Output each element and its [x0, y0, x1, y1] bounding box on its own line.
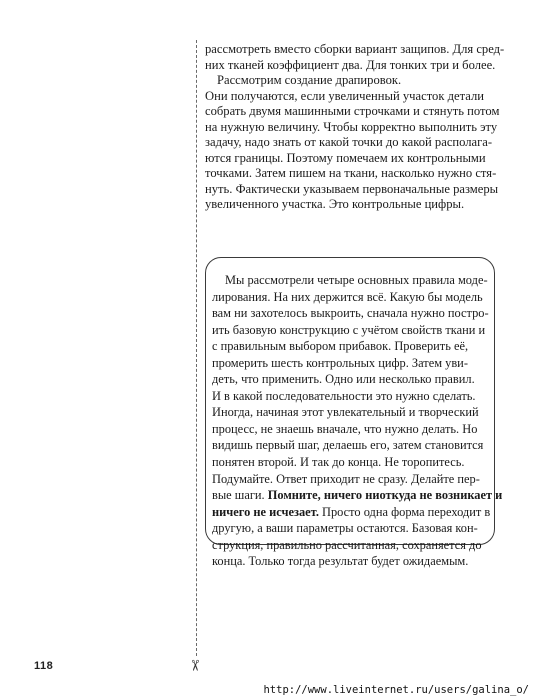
text-line: ить базовую конструкцию с учётом свойств ткани и: [212, 322, 486, 337]
text-line: конца. Только тогда результат будет ожидаемым.: [212, 554, 469, 569]
summary-text: [212, 272, 503, 570]
text-line: понятен второй. И так до конца. Не торопитесь.: [212, 455, 465, 470]
text-line: Иногда, начиная этот увлекательный и творческий: [212, 405, 479, 420]
text-line: Подумайте. Ответ приходит не сразу. Делайте пер-: [212, 471, 480, 486]
text-line: них тканей коэффициент два. Для тонких три и более.: [205, 57, 496, 72]
scissors-icon: ✂: [185, 659, 204, 672]
body-text: [205, 42, 505, 213]
text-line: [212, 504, 492, 521]
bold-emphasis: Помните, ничего ниоткуда не возникает и: [267, 488, 503, 503]
text-line: увеличенного участка. Это контрольные цифры.: [205, 197, 465, 211]
text-line: с правильным выбором прибавок. Проверить её,: [212, 339, 469, 354]
text-line: собрать двумя машинными строчками и стянуть потом: [205, 104, 500, 118]
page-number: 118: [34, 660, 54, 672]
text-line: промерить шесть контрольных цифр. Затем уви-: [212, 355, 468, 370]
text-line: Они получаются, если увеличенный участок детали: [205, 88, 484, 103]
text-line: лирования. На них держится всё. Какую бы модель: [212, 289, 483, 304]
text-line: процесс, не знаешь вначале, что нужно делать. Но: [212, 421, 478, 436]
text-line: струкция, правильно рассчитанная, сохраняется до: [212, 537, 482, 552]
text-line: на нужную величину. Чтобы корректно выполнить эту: [205, 119, 498, 134]
text-line: нуть. Фактически указываем первоначальные размеры: [205, 181, 499, 196]
text-line: Рассмотрим создание драпировок.: [217, 73, 402, 87]
text-line: задачу, надо знать от какой точки до какой располага-: [205, 135, 493, 149]
text-fragment: Просто одна форма переходит в: [322, 504, 491, 519]
bold-emphasis: ничего не исчезает.: [212, 504, 319, 519]
text-line: Мы рассмотрели четыре основных правила моде-: [225, 273, 488, 287]
text-line: вам ни захотелось выкроить, сначала нужно постро-: [212, 306, 489, 321]
cut-line-divider: [196, 40, 197, 656]
text-line: другую, а ваши параметры остаются. Базовая кон-: [212, 521, 478, 536]
text-line: видишь первый шаг, делаешь его, затем становится: [212, 438, 484, 453]
text-line: рассмотреть вместо сборки вариант защипов. Для сред-: [205, 42, 505, 56]
text-line: деть, что применить. Одно или несколько правил.: [212, 372, 475, 387]
text-line: ются границы. Поэтому помечаем их контрольными: [205, 150, 486, 165]
text-fragment: вые шаги.: [212, 488, 265, 503]
text-line: [212, 487, 503, 504]
text-line: И в какой последовательности это нужно сделать.: [212, 388, 476, 403]
watermark-url: http://www.liveinternet.ru/users/galina_o/: [263, 684, 529, 696]
text-line: точками. Затем пишем на ткани, насколько нужно стя-: [205, 166, 497, 180]
